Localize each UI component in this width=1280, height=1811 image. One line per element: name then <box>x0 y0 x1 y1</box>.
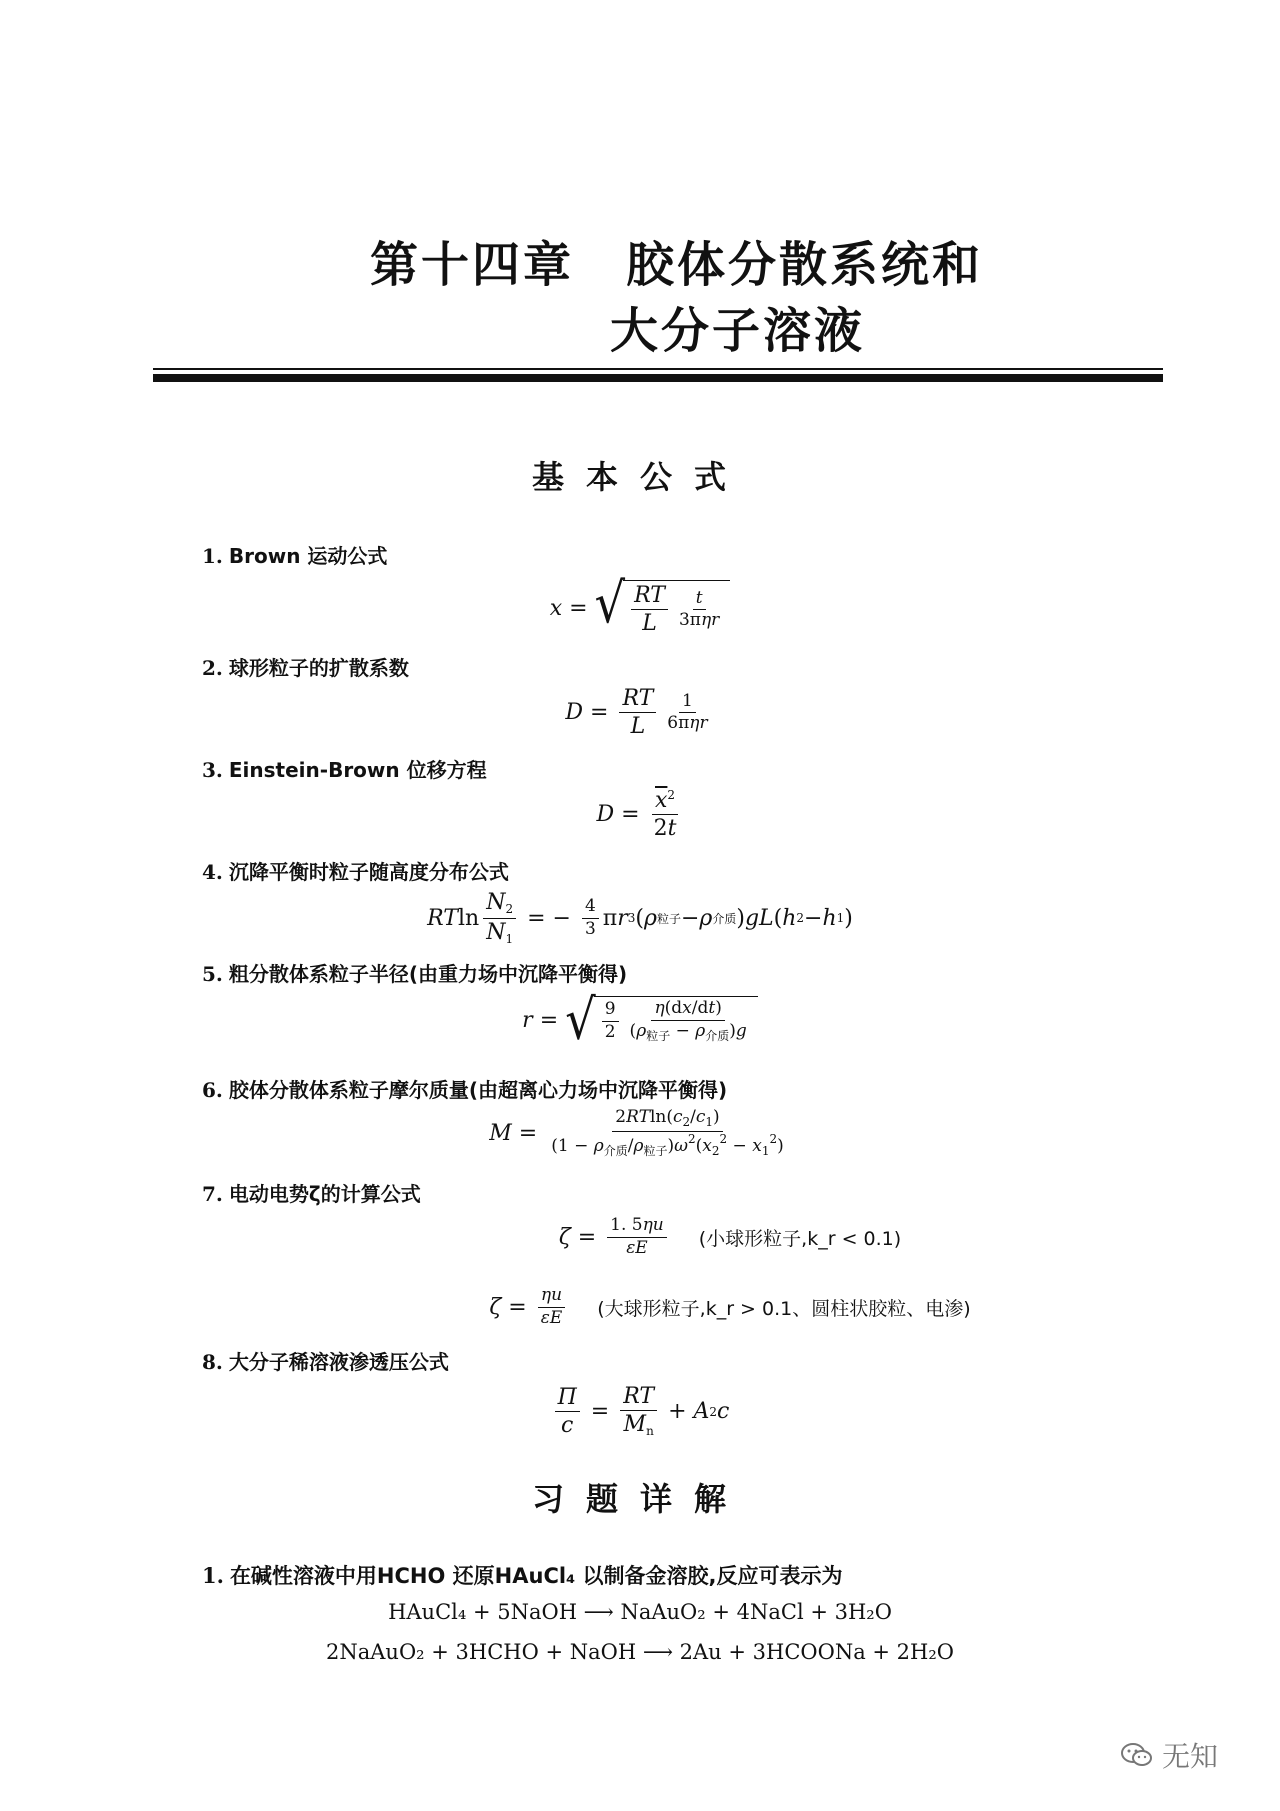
section-title-exercises: 习题详解 <box>531 1480 748 1518</box>
problem-1: 1. 在碱性溶液中用HCHO 还原HAuCl₄ 以制备金溶胶,反应可表示为 <box>202 1563 843 1588</box>
formula-heading-4: 4. 沉降平衡时粒子随高度分布公式 <box>202 860 509 884</box>
formula-einstein-brown: D = $\frac{\overline{x}^2}{2t}$ <box>596 788 677 842</box>
chapter-title-line2: 大分子溶液 <box>610 303 866 359</box>
problem-1-equation-1: HAuCl₄ + 5NaOH ⟶ NaAuO₂ + 4NaCl + 3H₂O <box>388 1600 892 1624</box>
formula-brown: x = √ $\frac{RT}{L}$ $\frac{t}{\text{3πηr}}$ <box>0 580 1280 637</box>
formula-diffusion: D = $\frac{RT}{L}$ $\frac{1}{\text{6πηr}}$ <box>565 686 708 740</box>
zeta-large-note: (大球形粒子,k_r > 0.1、圆柱状胶粒、电渗) <box>597 1297 971 1320</box>
zeta-small-note: (小球形粒子,k_r < 0.1) <box>698 1227 902 1250</box>
section-title-formulas: 基本公式 <box>531 458 748 496</box>
formula-zeta-large: ζ = $\frac{\eta u}{\varepsilon E}$ (大球形粒子,k_r > 0.1、圆柱状胶粒、电渗) <box>489 1285 971 1328</box>
chapter-title <box>370 232 983 364</box>
formula-particle-radius: r = √ $\frac{9}{2}$ $\frac{\eta(dx/dt)}{(\rho_{粒子} - \rho_{介质})g}$ <box>0 996 1280 1044</box>
formula-heading-3: 3. Einstein-Brown 位移方程 <box>202 758 487 782</box>
problem-1-text: 在碱性溶液中用HCHO 还原HAuCl₄ 以制备金溶胶,反应可表示为 <box>229 1564 843 1588</box>
problem-1-equation-2: 2NaAuO₂ + 3HCHO + NaOH ⟶ 2Au + 3HCOONa + 2H₂O <box>326 1640 954 1664</box>
chapter-number: 第十四章 <box>370 237 575 293</box>
formula-heading-1: 1. Brown 运动公式 <box>202 544 388 568</box>
title-rule-thick <box>153 374 1163 382</box>
chapter-title-line1: 胶体分散系统和 <box>626 237 984 293</box>
formula-heading-7: 7. 电动电势ζ的计算公式 <box>202 1182 421 1206</box>
formula-heading-2: 2. 球形粒子的扩散系数 <box>202 656 409 680</box>
title-rule-thin <box>153 368 1163 370</box>
watermark <box>1120 1735 1218 1775</box>
wechat-icon <box>1120 1742 1154 1768</box>
formula-molar-mass: M = $\frac{2RTln(c_2/c_1)}{(1 - \rho_{介质}/\rho_{粒子})\omega^2(x_2^2 - x_1^2)}$ <box>489 1107 784 1158</box>
formula-heading-5: 5. 粗分散体系粒子半径(由重力场中沉降平衡得) <box>202 962 628 986</box>
formula-osmotic-pressure: $\frac{\Pi}{c}$ = $\frac{RT}{M_n}$ + A 2 c <box>0 1384 1280 1439</box>
formula-heading-8: 8. 大分子稀溶液渗透压公式 <box>202 1350 449 1374</box>
formula-sedimentation: RT ln $\frac{N_2}{N_1}$ = − $\frac{4}{3}$ π r 3 ( ρ 粒子 − ρ 介质 ) gL ( h 2 − h 1 ) <box>427 890 853 946</box>
formula-heading-6: 6. 胶体分散体系粒子摩尔质量(由超离心力场中沉降平衡得) <box>202 1078 728 1102</box>
watermark-text: 无知 <box>1162 1740 1219 1773</box>
formula-zeta-small: ζ = $\frac{1. 5\eta u}{\varepsilon E}$ (小球形粒子,k_r < 0.1) <box>558 1215 902 1258</box>
